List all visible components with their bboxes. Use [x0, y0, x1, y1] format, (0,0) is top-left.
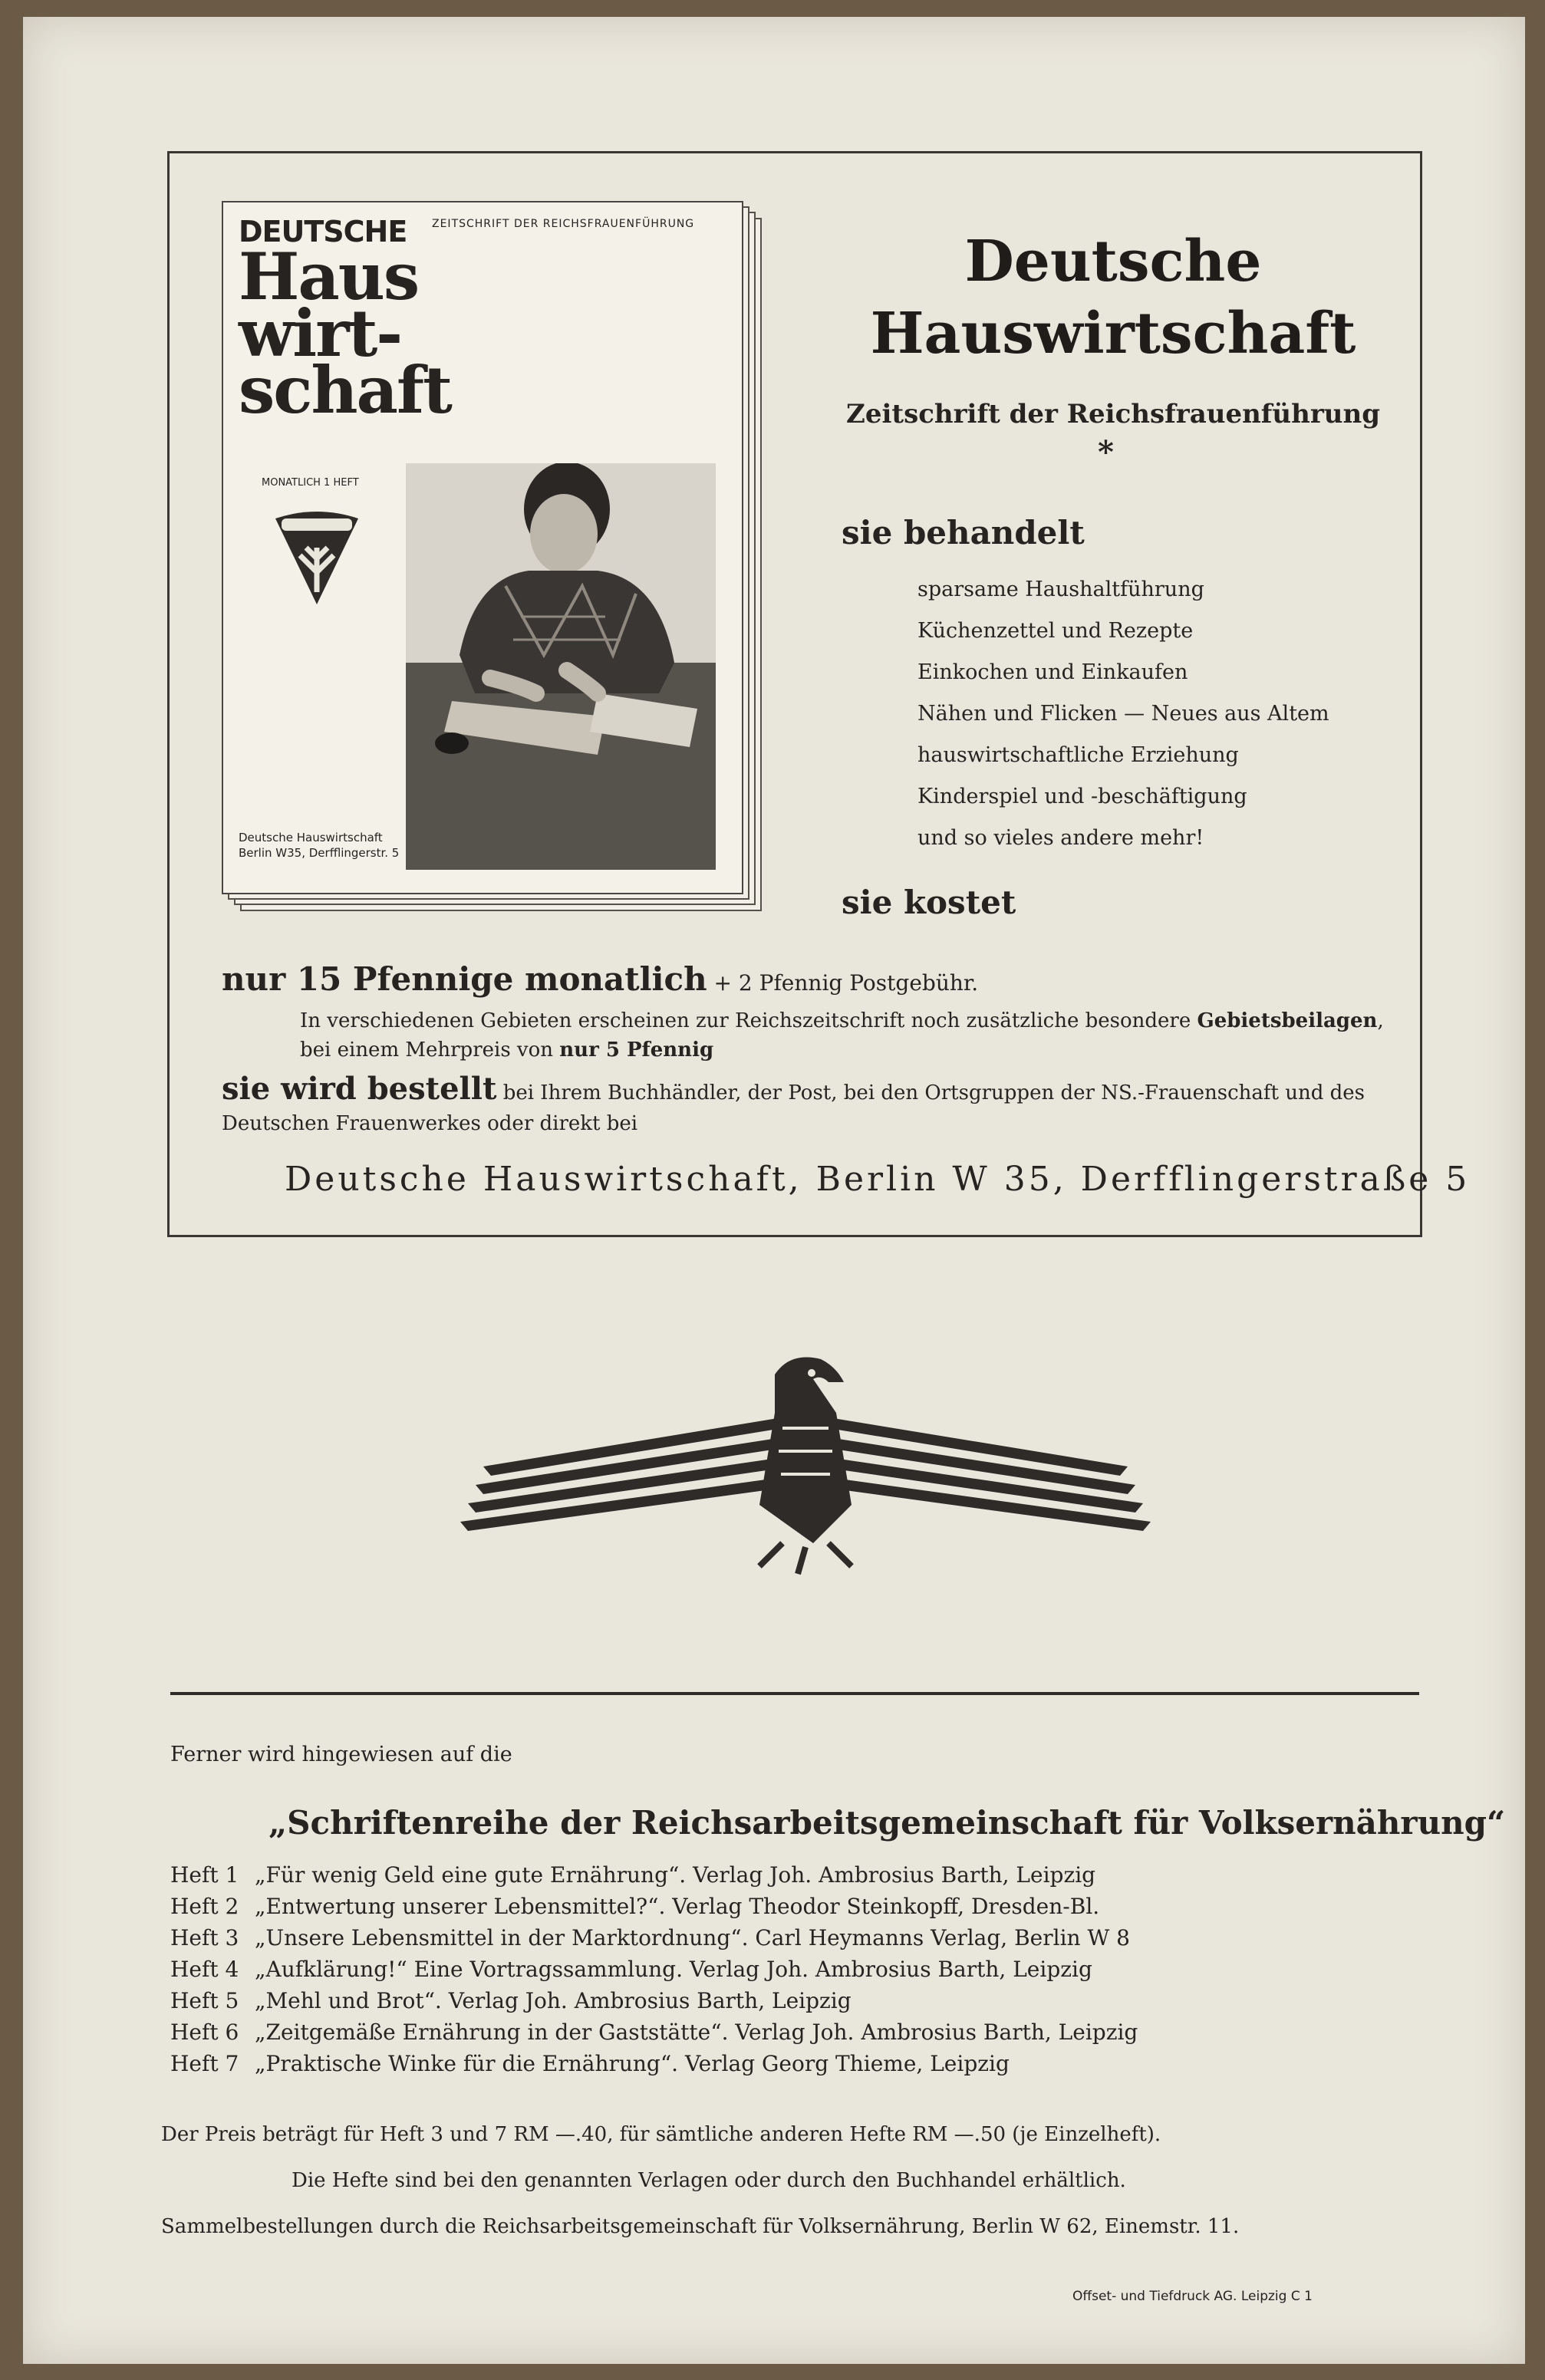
magazine-cover-stack: [222, 201, 759, 914]
price-line: [222, 960, 978, 998]
booklet-number: Heft 1: [170, 1862, 239, 1888]
topic-item: und so vieles andere mehr!: [917, 826, 1204, 850]
booklet-item: [170, 2016, 1138, 2048]
price-note: Der Preis beträgt für Heft 3 und 7 RM —.40, für sämtliche anderen Hefte RM —.50 (je Einzelheft).: [161, 2123, 1161, 2146]
order-text: bei Ihrem Buchhändler, der Post, bei den Ortsgruppen der NS.-Frauenschaft und des Deutschen Frauenwerkes oder direkt bei: [222, 1081, 1365, 1135]
cover-subtitle: ZEITSCHRIFT DER REICHSFRAUENFÜHRUNG: [432, 218, 695, 230]
booklet-number: Heft 6: [170, 2020, 239, 2045]
regional-supplement-note: [300, 1006, 1389, 1065]
supplement-text-1: In verschiedenen Gebieten erscheinen zur Reichszeitschrift noch zusätzliche besondere: [300, 1009, 1191, 1032]
cover-photo-woman-writing: [406, 463, 716, 870]
back-cover-page: [23, 17, 1525, 2364]
booklet-number: Heft 5: [170, 1988, 239, 2013]
section-divider: [170, 1692, 1419, 1695]
booklet-text: „Unsere Lebensmittel in der Marktordnung“. Carl Heymanns Verlag, Berlin W 8: [255, 1925, 1130, 1950]
booklet-item: [170, 1891, 1138, 1922]
topic-item: Nähen und Flicken — Neues aus Altem: [917, 702, 1329, 726]
magazine-advertisement: [167, 151, 1471, 1237]
supplement-bold-1: Gebietsbeilagen: [1197, 1009, 1378, 1032]
postage-fee: + 2 Pfennig Postgebühr.: [713, 970, 979, 996]
cover-imprint-line1: Deutsche Hauswirtschaft: [239, 831, 383, 844]
booklet-number: Heft 4: [170, 1957, 239, 1982]
ordering-info: [222, 1071, 1395, 1139]
topic-item: Einkochen und Einkaufen: [917, 660, 1188, 684]
order-heading: sie wird bestellt: [222, 1071, 497, 1107]
booklet-list: [170, 1859, 1138, 2079]
series-intro: Ferner wird hingewiesen auf die: [170, 1743, 512, 1766]
supplement-bold-2: nur 5 Pfennig: [559, 1039, 714, 1062]
series-title: „Schriftenreihe der Reichsarbeitsgemeinschaft für Volksernährung“: [268, 1804, 1506, 1842]
booklet-item: [170, 1985, 1138, 2016]
booklet-text: „Mehl und Brot“. Verlag Joh. Ambrosius Barth, Leipzig: [255, 1988, 852, 2013]
booklet-item: [170, 1922, 1138, 1954]
price-heading: sie kostet: [842, 884, 1016, 921]
topics-list: [917, 569, 1329, 859]
magazine-subtitle: Zeitschrift der Reichsfrauenführung: [846, 399, 1380, 430]
cover-brand-small: DEUTSCHE: [239, 215, 407, 249]
cover-imprint: [239, 830, 399, 861]
booklet-item: [170, 1954, 1138, 1985]
magazine-title: Deutsche Hauswirtschaft: [870, 229, 1356, 367]
booklet-text: „Entwertung unserer Lebensmittel?“. Verlag Theodor Steinkopff, Dresden-Bl.: [255, 1894, 1100, 1919]
booklet-text: „Aufklärung!“ Eine Vortragssammlung. Verlag Joh. Ambrosius Barth, Leipzig: [255, 1957, 1092, 1982]
frauenwerk-emblem-icon: [271, 508, 363, 607]
magazine-cover: [222, 201, 743, 894]
price-amount: nur 15 Pfennige monatlich: [222, 960, 707, 998]
eagle-emblem-icon: [453, 1351, 1158, 1582]
topic-item: sparsame Haushaltführung: [917, 578, 1204, 601]
booklet-number: Heft 2: [170, 1894, 239, 1919]
publisher-address: Deutsche Hauswirtschaft, Berlin W 35, Derfflingerstraße 5: [285, 1160, 1471, 1199]
booklet-item: [170, 2048, 1138, 2079]
booklet-text: „Für wenig Geld eine gute Ernährung“. Verlag Joh. Ambrosius Barth, Leipzig: [255, 1862, 1096, 1888]
bulk-order-note: Sammelbestellungen durch die Reichsarbeitsgemeinschaft für Volksernährung, Berlin W 62, Einemstr. 11.: [161, 2215, 1240, 2238]
topics-heading: sie behandelt: [842, 514, 1085, 551]
cover-photo-illustration: [406, 463, 716, 870]
booklet-text: „Zeitgemäße Ernährung in der Gaststätte“. Verlag Joh. Ambrosius Barth, Leipzig: [255, 2020, 1138, 2045]
topic-item: Kinderspiel und -beschäftigung: [917, 785, 1247, 808]
availability-note: Die Hefte sind bei den genannten Verlagen oder durch den Buchhandel erhältlich.: [292, 2169, 1126, 2192]
asterisk-divider: *: [1098, 434, 1114, 470]
topic-item: Küchenzettel und Rezepte: [917, 619, 1194, 643]
supplement-text-2: , bei einem Mehrpreis von: [300, 1009, 1384, 1062]
printer-imprint: Offset- und Tiefdruck AG. Leipzig C 1: [1072, 2289, 1313, 2304]
booklet-number: Heft 3: [170, 1925, 239, 1950]
cover-imprint-line2: Berlin W35, Derfflingerstr. 5: [239, 846, 400, 860]
booklet-text: „Praktische Winke für die Ernährung“. Verlag Georg Thieme, Leipzig: [255, 2051, 1010, 2076]
topic-item: hauswirtschaftliche Erziehung: [917, 743, 1239, 767]
booklet-item: [170, 1859, 1138, 1891]
cover-brand-title: Haus wirt- schaft: [239, 239, 451, 428]
booklet-number: Heft 7: [170, 2051, 239, 2076]
cover-frequency: MONATLICH 1 HEFT: [262, 477, 359, 489]
